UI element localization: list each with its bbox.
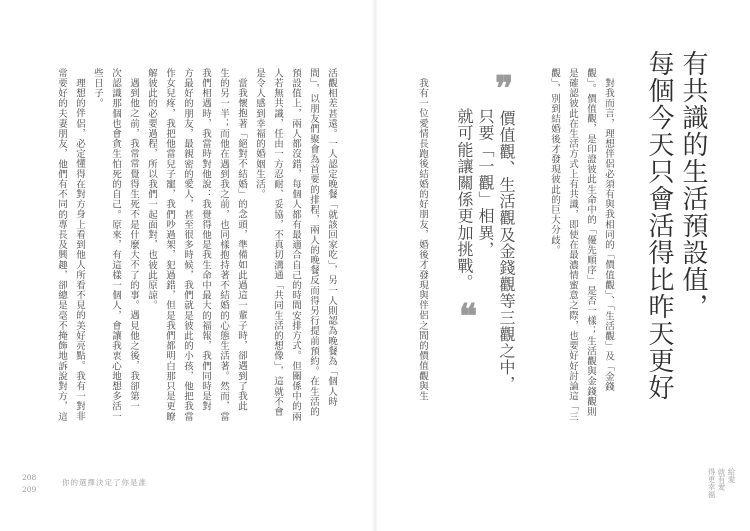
body-column: 次認識那個也會貪生怕死的自己。原來，有這樣一個人，會讓我衷心地想多活一 xyxy=(110,68,121,422)
body-column: 是確認彼此在生活方式上有共識，即使在最濃情蜜意之際，也要好好討論這「三 xyxy=(567,68,578,422)
body-column: 活觀相差甚遠。一人認定晚餐「就該回家吃」，另一人則認為晚餐為「個人時 xyxy=(326,68,337,407)
body-column: 間」，以朋友們聚會為首要的排程，兩人的晚餐反而得另行提前預約。在生活的 xyxy=(308,68,319,417)
running-head: 你的選擇決定了你是誰 xyxy=(62,478,147,487)
page-title: 每個今天只會活得比昨天更好 xyxy=(644,50,674,401)
body-column: 作女兒疼，我把他當兒子寵，我們吵過架，犯過錯，但是我們都明白那只是更瞭 xyxy=(164,68,175,422)
body-column: 方最好的朋友，最親密的愛人，甚至很多時候，我們就是彼此的小孩，他把我當 xyxy=(182,68,193,422)
body-column: 些日子。 xyxy=(92,68,103,109)
page-title: 有共識的生活預設值， xyxy=(678,50,708,320)
pull-quote-line: 就可能讓關係更加挑戰。 xyxy=(455,108,474,291)
quote-close-icon: ❝ xyxy=(459,297,478,337)
body-column: 觀」，別到結婚後才發現彼此的巨大分歧。 xyxy=(549,68,560,256)
running-head: 得更幸福 xyxy=(707,468,716,498)
body-column: 生的另一半；而他在遇到我之前，也同樣抱持著不結婚的心態生活著。然而，當 xyxy=(218,68,229,422)
body-column: 是令人感到幸福的婚姻生活。 xyxy=(254,68,265,200)
pull-quote-line: 只要「一觀」相異， xyxy=(476,108,495,258)
page-number: 208 xyxy=(22,473,37,482)
running-head: 就有愛 xyxy=(717,468,726,491)
running-head: 給愛 xyxy=(727,468,736,483)
body-column: 觀」。價值觀，是印證彼此生命中的「優先順序」是否一樣；生活觀與金錢觀則 xyxy=(585,68,596,417)
quote-open-icon: ❞ xyxy=(495,69,514,109)
body-column: 解彼此的必要過程，所以我們一起面對，也彼此原諒。 xyxy=(146,68,157,311)
body-column: 當我懷抱著「絕對不結婚」的念頭，準備如此過這一輩子時，卻遇到了我此 xyxy=(236,78,247,412)
body-column: 常要好的夫妻朋友，他們有不同的專長及興趣，卻總是毫不掩飾地訴說對方，這 xyxy=(56,68,67,422)
body-column: 遇到他之前，我常常覺得生死不是什麼大不了的事。遇見他之後，我卻第一 xyxy=(128,78,139,412)
body-column: 預設值上，兩人都沒錯，每個人都有最適合自己的時間安排方式。但關係中的兩 xyxy=(290,68,301,422)
body-column: 我有一位愛情長跑後結婚的好朋友，婚後才發現與伴侶之間的價值觀與生 xyxy=(417,78,428,402)
body-column: 人若無共識，任由一方忍耐、妥協，不真切溝通「共同生活的想像」，這就不會 xyxy=(272,68,283,417)
right-page xyxy=(375,0,750,531)
body-column: 對我而言，理想伴侶必須有與我相同的「價值觀」、「生活觀」及「金錢 xyxy=(603,78,614,392)
body-column: 理想的伴侶，必定懂得在對方身上看到他人所看不見的美好亮點。我有一對非 xyxy=(74,78,85,422)
pull-quote-line: 價值觀、生活觀及金錢觀等三觀之中， xyxy=(497,110,516,393)
page-number: 209 xyxy=(22,485,37,494)
body-column: 我們相遇時，我當時對他說：我覺得他是我生命中最大的福報，我們同時是對 xyxy=(200,68,211,412)
